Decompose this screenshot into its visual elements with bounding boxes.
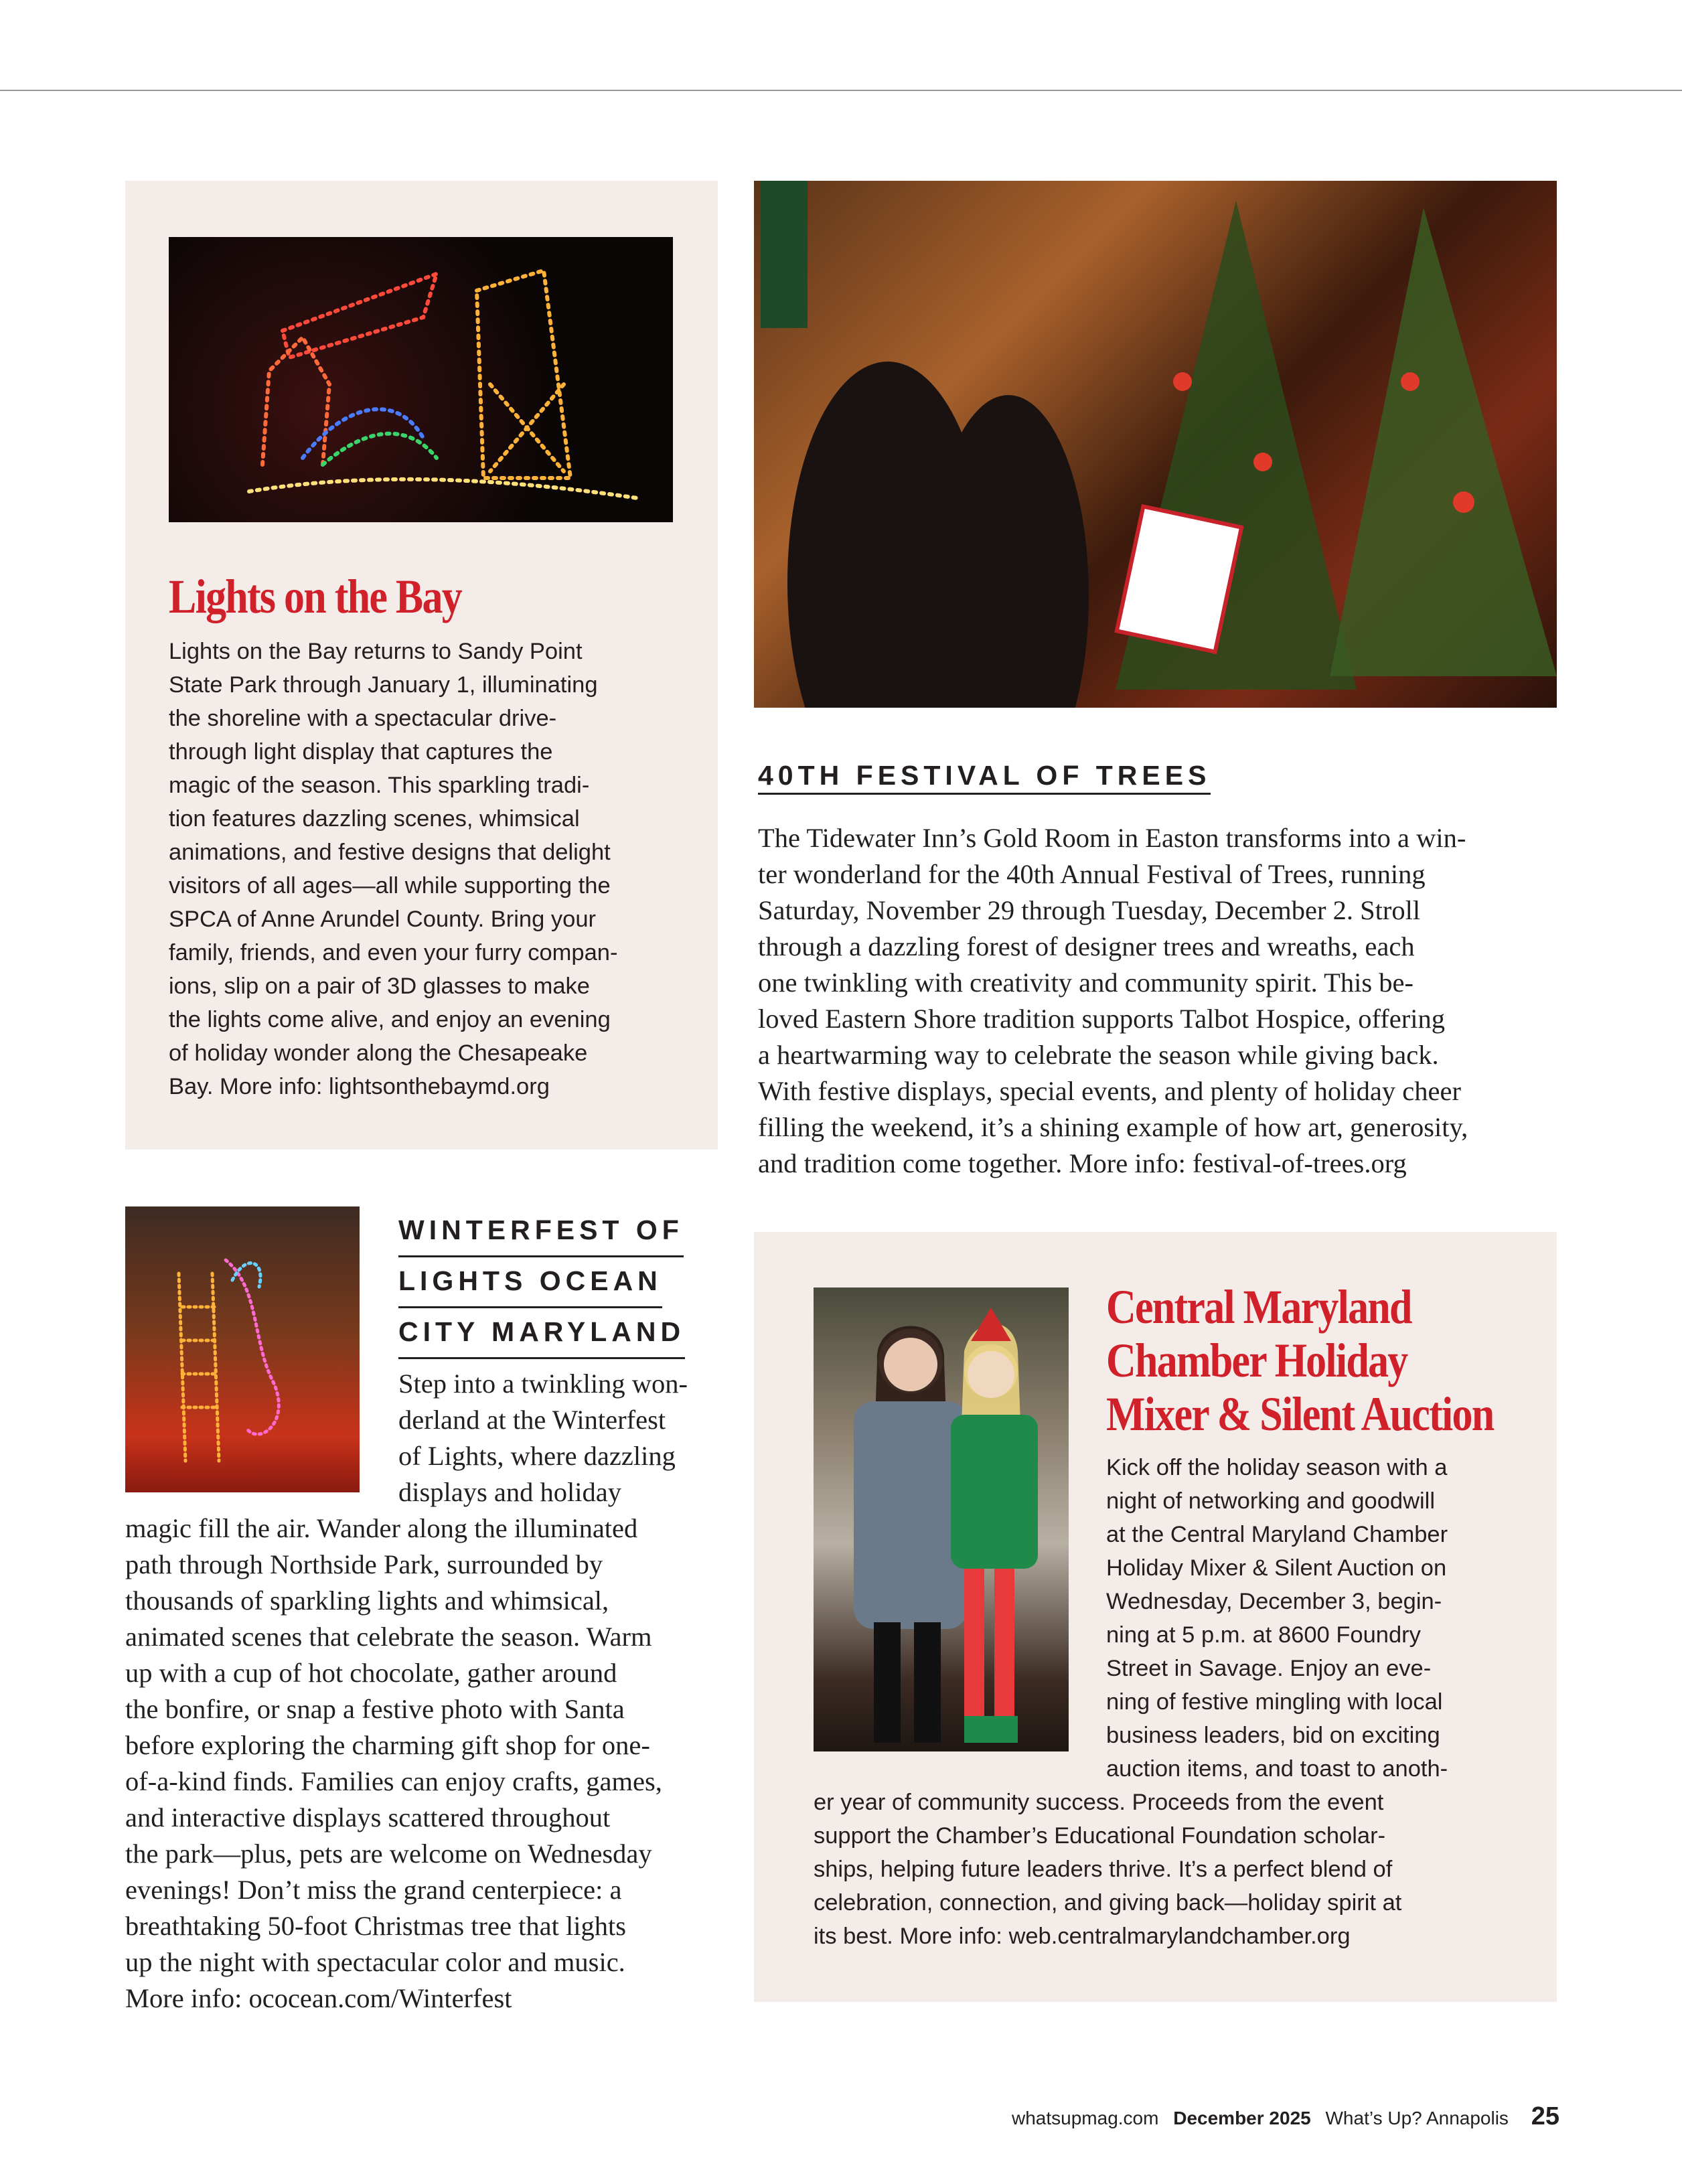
page-number: 25 bbox=[1531, 2102, 1559, 2130]
text-line: night of networking and goodwill bbox=[1106, 1488, 1435, 1514]
text-line: Mixer & Silent Auction bbox=[1106, 1387, 1494, 1441]
text-line: tion features dazzling scenes, whimsical bbox=[169, 806, 580, 832]
chamber-mixer-body-below bbox=[814, 1786, 1401, 1953]
text-line: one twinkling with creativity and community spirit. This be- bbox=[758, 967, 1413, 998]
text-line: displays and holiday bbox=[398, 1477, 621, 1507]
text-line: of Lights, where dazzling bbox=[398, 1441, 676, 1471]
text-line: State Park through January 1, illuminating bbox=[169, 672, 598, 698]
lights-on-the-bay-body bbox=[169, 635, 617, 1103]
text-line: auction items, and toast to anoth- bbox=[1106, 1756, 1448, 1782]
page-footer bbox=[1002, 2102, 1559, 2131]
text-line: ning of festive mingling with local bbox=[1106, 1689, 1443, 1715]
text-line: celebration, connection, and giving back—holiday spirit at bbox=[814, 1890, 1402, 1916]
text-line: of holiday wonder along the Chesapeake bbox=[169, 1040, 588, 1066]
lights-on-the-bay-photo bbox=[169, 237, 673, 522]
text-line: family, friends, and even your furry compan- bbox=[169, 940, 618, 965]
festival-of-trees-body bbox=[758, 820, 1468, 1182]
heading-line: 40TH FESTIVAL OF TREES bbox=[758, 760, 1211, 795]
text-line: animated scenes that celebrate the season. Warm bbox=[125, 1622, 652, 1652]
text-line: Wednesday, December 3, begin- bbox=[1106, 1589, 1442, 1614]
text-line: the shoreline with a spectacular drive- bbox=[169, 706, 557, 731]
text-line: ning at 5 p.m. at 8600 Foundry bbox=[1106, 1622, 1421, 1648]
text-line: Kick off the holiday season with a bbox=[1106, 1455, 1448, 1480]
winterfest-photo bbox=[125, 1206, 360, 1492]
text-line: ions, slip on a pair of 3D glasses to make bbox=[169, 973, 590, 999]
text-line: the park—plus, pets are welcome on Wednesday bbox=[125, 1839, 652, 1869]
text-line: through light display that captures the bbox=[169, 739, 553, 765]
text-line: Street in Savage. Enjoy an eve- bbox=[1106, 1656, 1432, 1681]
chamber-mixer-photo bbox=[814, 1288, 1069, 1751]
text-line: ships, helping future leaders thrive. It’s a perfect blend of bbox=[814, 1857, 1393, 1882]
text-line: at the Central Maryland Chamber bbox=[1106, 1522, 1448, 1547]
footer-issue: December 2025 bbox=[1173, 2108, 1311, 2128]
text-line: With festive displays, special events, and plenty of holiday cheer bbox=[758, 1076, 1461, 1106]
text-line: WINTERFEST OF bbox=[398, 1206, 684, 1257]
festival-of-trees-photo bbox=[754, 181, 1557, 708]
lights-on-the-bay-title: Lights on the Bay bbox=[169, 570, 461, 623]
footer-publication: What’s Up? Annapolis bbox=[1325, 2108, 1509, 2128]
text-line: evenings! Don’t miss the grand centerpiece: a bbox=[125, 1875, 622, 1905]
text-line: the lights come alive, and enjoy an evening bbox=[169, 1007, 611, 1032]
text-line: SPCA of Anne Arundel County. Bring your bbox=[169, 907, 596, 932]
text-line: loved Eastern Shore tradition supports Talbot Hospice, offering bbox=[758, 1004, 1445, 1034]
text-line: and tradition come together. More info: festival-of-trees.org bbox=[758, 1148, 1407, 1178]
footer-site: whatsupmag.com bbox=[1012, 2108, 1159, 2128]
text-line: animations, and festive designs that delight bbox=[169, 840, 611, 865]
text-line: of-a-kind finds. Families can enjoy crafts, games, bbox=[125, 1766, 662, 1796]
text-line: The Tidewater Inn’s Gold Room in Easton transforms into a win- bbox=[758, 823, 1466, 853]
text-line: magic fill the air. Wander along the illuminated bbox=[125, 1513, 638, 1543]
text-line: up with a cup of hot chocolate, gather around bbox=[125, 1658, 617, 1688]
chamber-mixer-body-beside bbox=[1106, 1451, 1448, 1786]
header-rule bbox=[0, 90, 1682, 91]
text-line: before exploring the charming gift shop for one- bbox=[125, 1730, 650, 1760]
winterfest-article bbox=[125, 1206, 728, 2017]
text-line: More info: ococean.com/Winterfest bbox=[125, 1983, 512, 2013]
text-line: CITY MARYLAND bbox=[398, 1308, 685, 1359]
text-line: Bay. More info: lightsonthebaymd.org bbox=[169, 1074, 550, 1099]
text-line: up the night with spectacular color and music. bbox=[125, 1947, 625, 1977]
text-line: LIGHTS OCEAN bbox=[398, 1257, 662, 1308]
text-line: the bonfire, or snap a festive photo with Santa bbox=[125, 1694, 625, 1724]
text-line: Saturday, November 29 through Tuesday, December 2. Stroll bbox=[758, 895, 1421, 925]
text-line: and interactive displays scattered throughout bbox=[125, 1802, 611, 1832]
text-line: er year of community success. Proceeds from the event bbox=[814, 1790, 1384, 1815]
festival-of-trees-heading bbox=[758, 760, 1211, 795]
text-line: Central Maryland bbox=[1106, 1280, 1411, 1334]
text-line: path through Northside Park, surrounded by bbox=[125, 1549, 603, 1579]
chamber-mixer-title bbox=[1106, 1280, 1493, 1441]
text-line: derland at the Winterfest bbox=[398, 1405, 666, 1435]
text-line: filling the weekend, it’s a shining example of how art, generosity, bbox=[758, 1112, 1468, 1142]
text-line: Lights on the Bay returns to Sandy Point bbox=[169, 639, 583, 664]
text-line: Step into a twinkling won- bbox=[398, 1369, 688, 1399]
text-line: through a dazzling forest of designer trees and wreaths, each bbox=[758, 931, 1415, 961]
text-line: thousands of sparkling lights and whimsical, bbox=[125, 1585, 609, 1616]
text-line: business leaders, bid on exciting bbox=[1106, 1723, 1440, 1748]
text-line: Holiday Mixer & Silent Auction on bbox=[1106, 1555, 1447, 1581]
text-line: magic of the season. This sparkling tradi- bbox=[169, 773, 590, 798]
text-line: breathtaking 50-foot Christmas tree that lights bbox=[125, 1911, 626, 1941]
text-line: Chamber Holiday bbox=[1106, 1334, 1407, 1387]
text-line: ter wonderland for the 40th Annual Festival of Trees, running bbox=[758, 859, 1426, 889]
text-line: its best. More info: web.centralmarylandchamber.org bbox=[814, 1924, 1351, 1949]
text-line: support the Chamber’s Educational Foundation scholar- bbox=[814, 1823, 1386, 1849]
text-line: a heartwarming way to celebrate the season while giving back. bbox=[758, 1040, 1439, 1070]
text-line: visitors of all ages—all while supporting the bbox=[169, 873, 611, 899]
